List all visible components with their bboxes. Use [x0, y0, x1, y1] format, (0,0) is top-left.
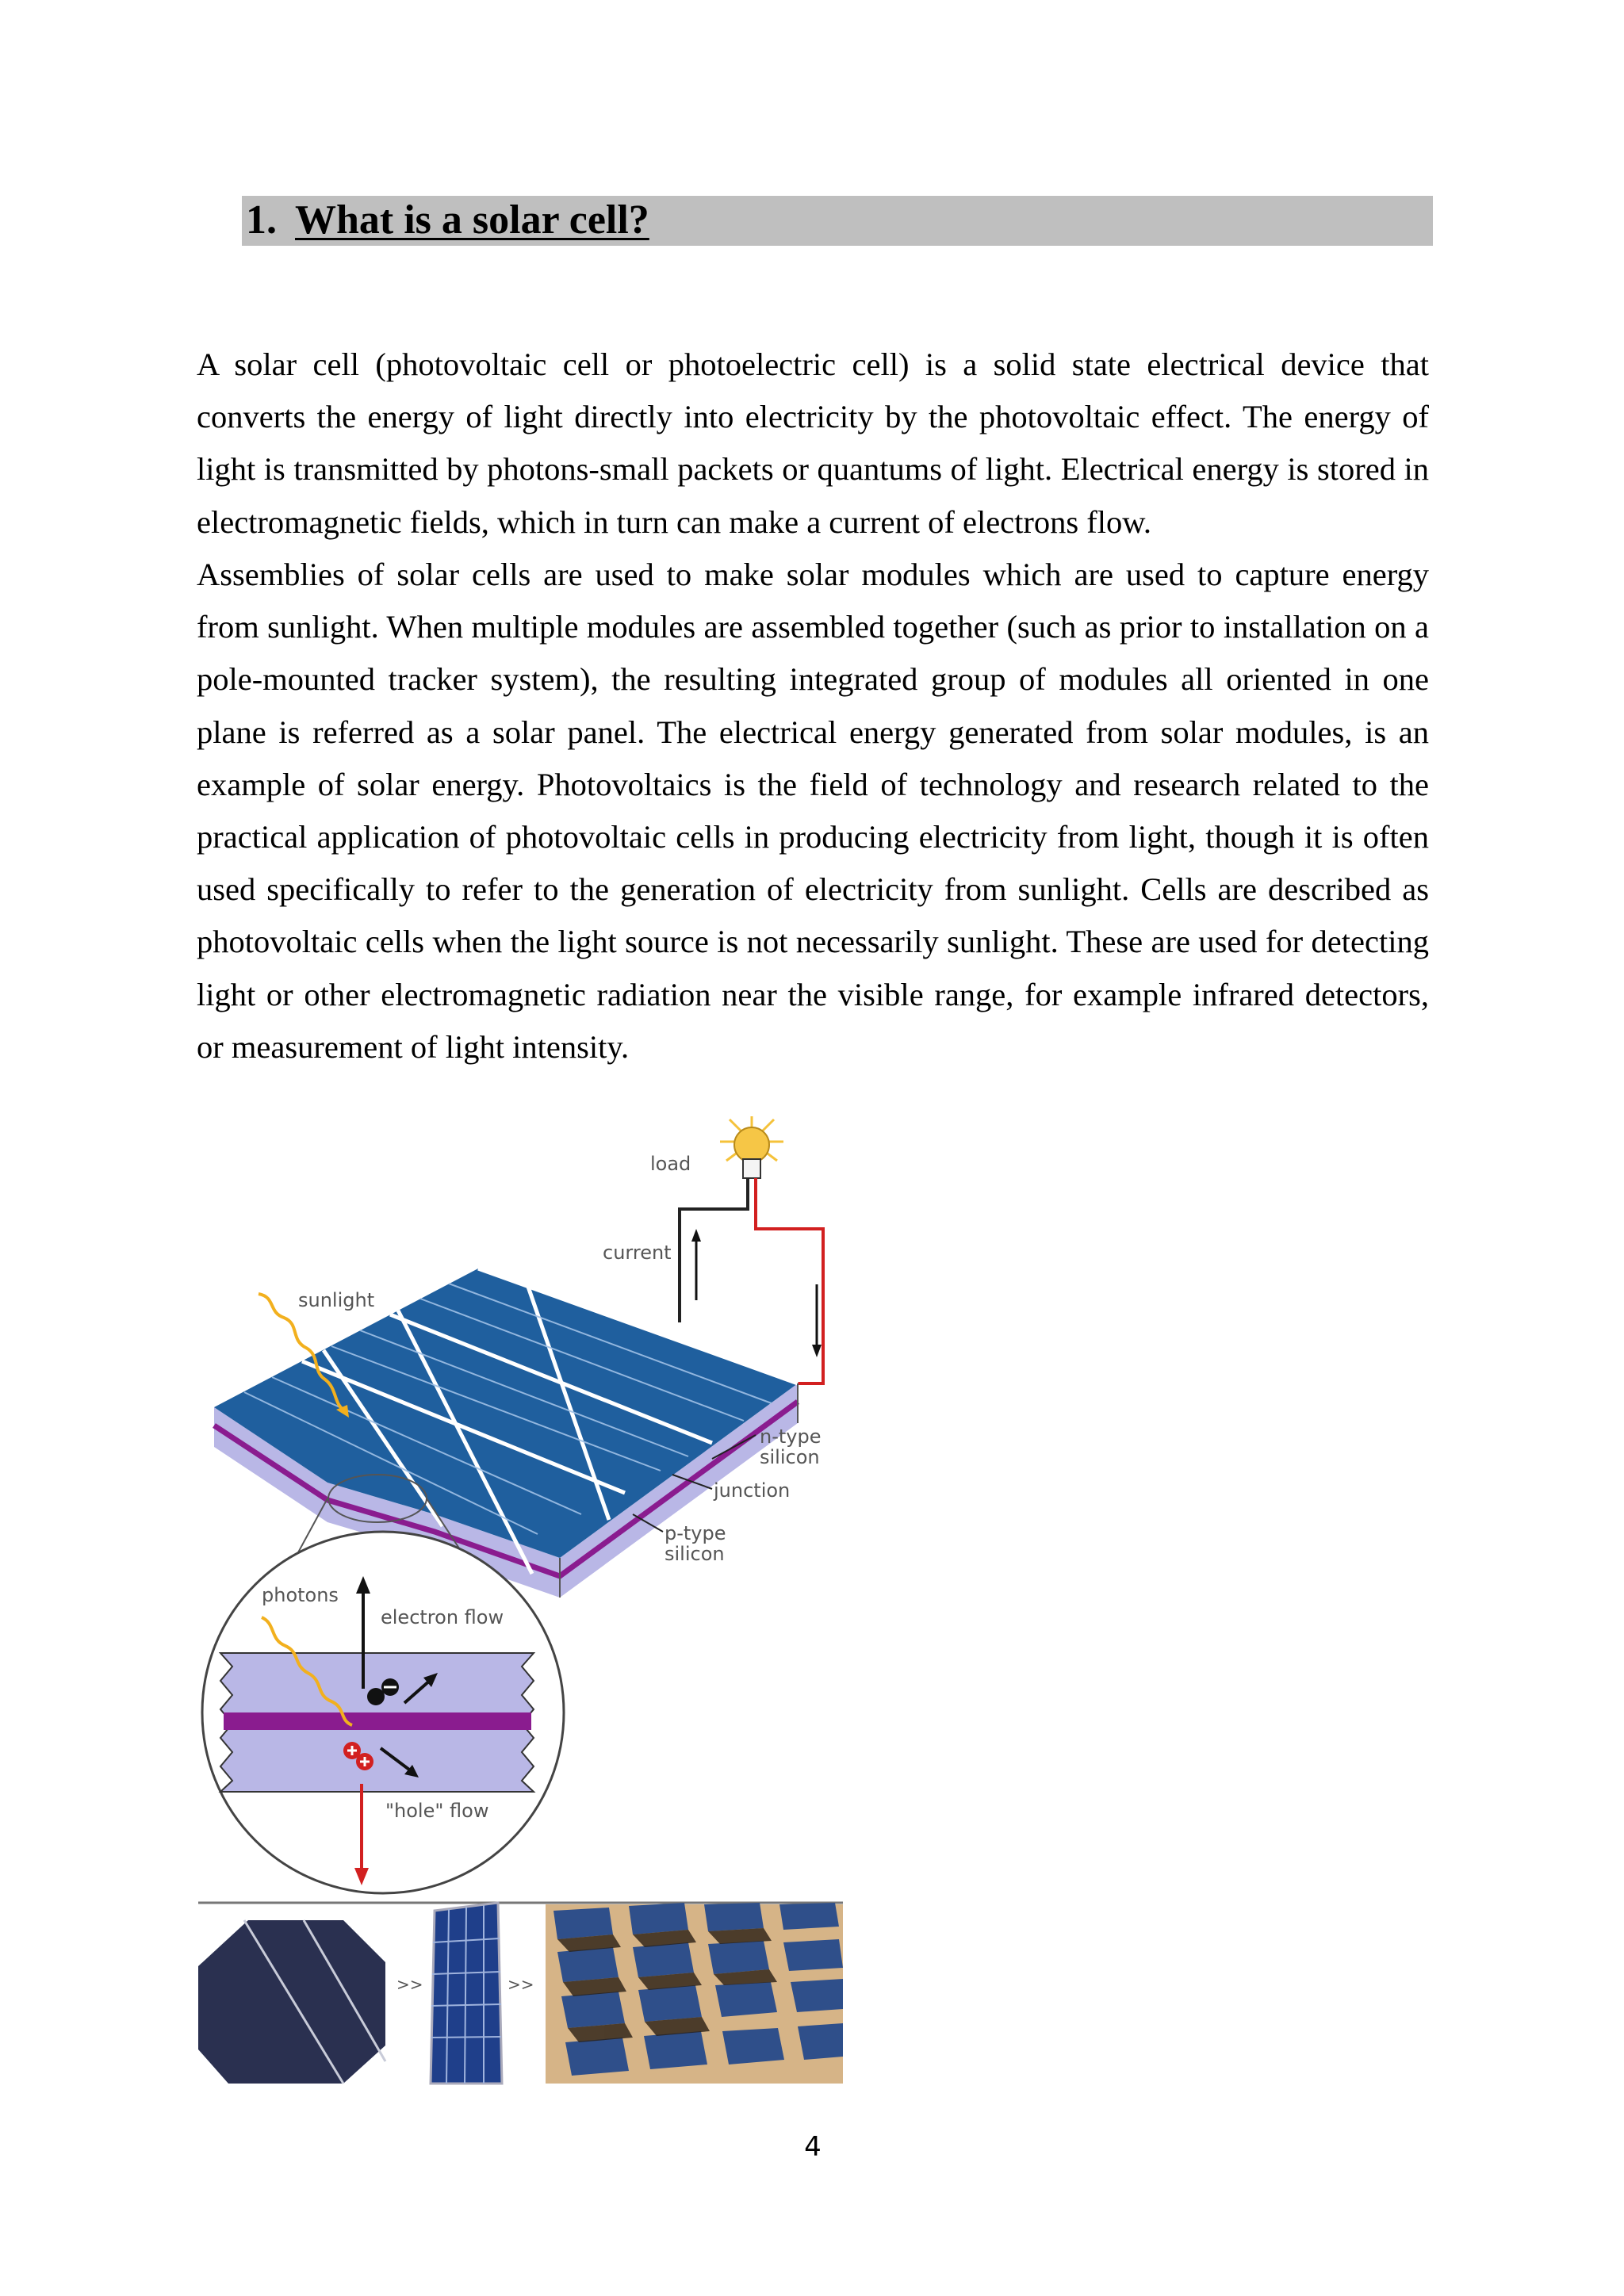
wire-red — [756, 1178, 823, 1383]
label-current: current — [603, 1242, 672, 1264]
label-p-type: p-type — [665, 1522, 726, 1544]
label-hole-flow: "hole" flow — [385, 1800, 489, 1822]
section-title: What is a solar cell? — [295, 197, 649, 243]
section-number: 1. — [246, 197, 277, 243]
label-junction: junction — [714, 1479, 791, 1502]
label-sunlight: sunlight — [298, 1289, 375, 1311]
label-n-type-silicon: silicon — [760, 1446, 820, 1468]
magnified-layers — [220, 1653, 534, 1792]
solar-array-image — [546, 1903, 843, 2084]
light-bulb-icon — [720, 1116, 783, 1178]
arrow-cell-to-module: >> — [396, 1975, 423, 1994]
label-electron-flow: electron flow — [381, 1606, 504, 1628]
page-number: 4 — [804, 2131, 822, 2163]
solar-module-image — [431, 1903, 502, 2084]
paragraph-assemblies: Assemblies of solar cells are used to make solar modules which are used to capture energy from sunlight. When multiple modules are assembled together (such as prior to installation on a pole-mounted tracker system), the resulting integrated group of modules all oriented in one plane is referred as a solar panel. The electrical energy generated from solar modules, is an example of solar energy. Photovoltaics is the field of technology and research related to the practical application of photovoltaic cells in producing electricity from light, though it is often used specifically to refer to the generation of electricity from sunlight. Cells are described as photovoltaic cells when the light source is not necessarily sunlight. These are used for detecting light or other electromagnetic radiation near the visible range, for example infrared detectors, or measurement of light intensity. — [197, 557, 1429, 1065]
label-photons: photons — [262, 1584, 339, 1606]
label-n-type: n-type — [760, 1425, 822, 1448]
wafer-cell-image — [198, 1920, 385, 2084]
paragraph-definition: A solar cell (photovoltaic cell or photoelectric cell) is a solid state electrical device that converts the energy of light directly into electricity by the photovoltaic effect. The energy of light is transmitted by photons-small packets or quantums of light. Electrical energy is stored in electromagnetic fields, which in turn can make a current of electrons flow. — [197, 346, 1429, 540]
label-p-type-silicon: silicon — [665, 1543, 725, 1565]
wire-black — [680, 1178, 748, 1322]
solar-cell-figure — [197, 1110, 847, 2085]
label-load: load — [650, 1153, 691, 1175]
arrow-module-to-array: >> — [508, 1975, 534, 1994]
